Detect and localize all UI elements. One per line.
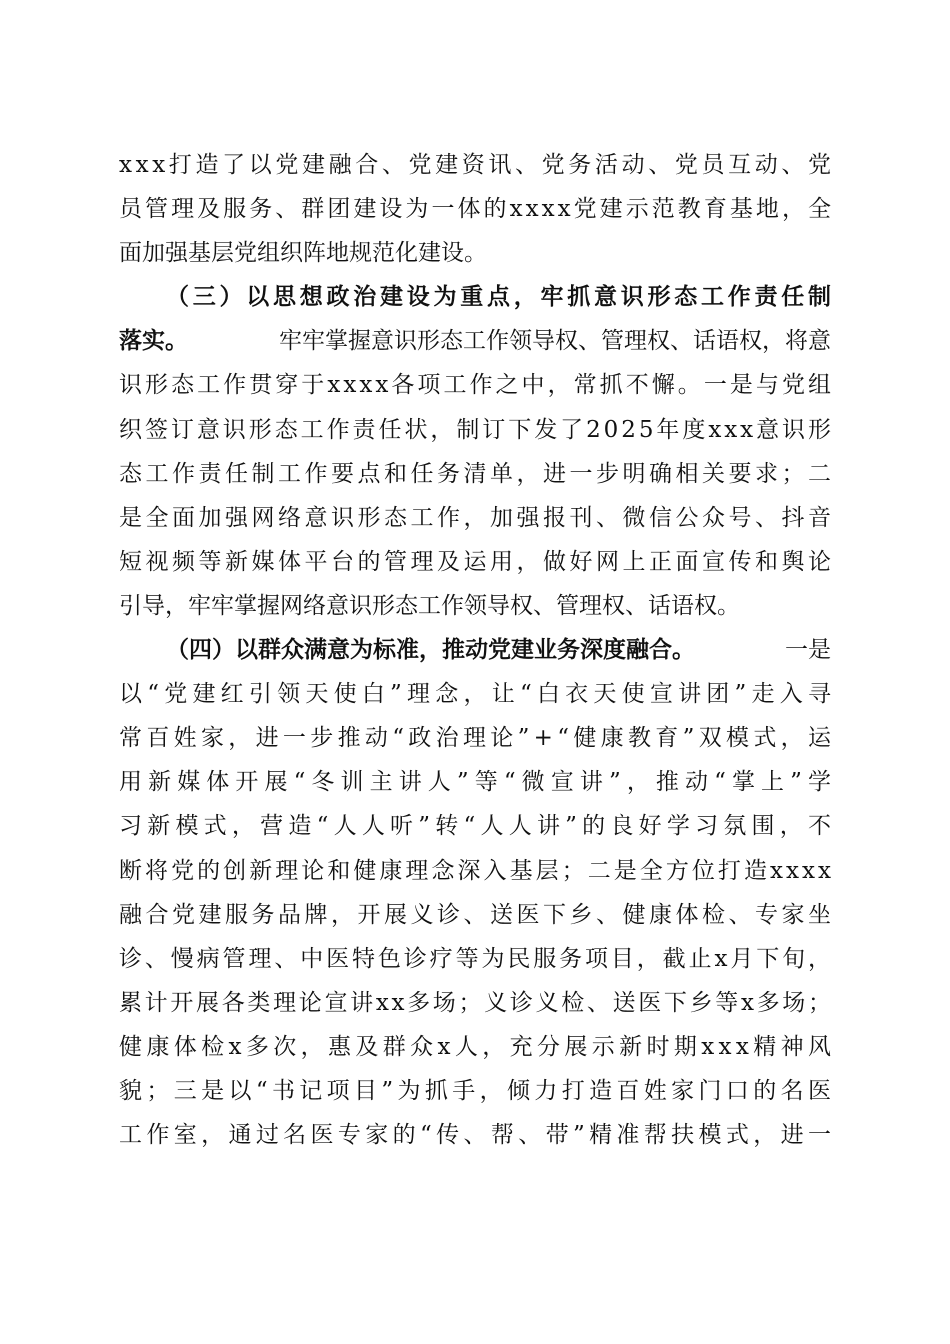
paragraph-line xyxy=(119,231,831,275)
line-text: 以“党建红引领天使白”理念，让“白衣天使宣讲团”走入寻 xyxy=(119,681,837,708)
paragraph-line xyxy=(119,584,831,628)
paragraph-line xyxy=(119,363,835,407)
section-heading-text: （四）以群众满意为标准，推动党建业务深度融合。 xyxy=(166,636,695,664)
line-text: 面加强基层党组织阵地规范化建设。 xyxy=(119,240,487,267)
line-text: 牢牢掌握意识形态工作领导权、管理权、话语权，将意 xyxy=(279,328,831,355)
line-text: 员管理及服务、群团建设为一体的xxxx党建示范教育基地，全 xyxy=(119,196,835,223)
line-text: 貌；三是以“书记项目”为抓手，倾力打造百姓家门口的名医 xyxy=(119,1077,836,1104)
paragraph-line xyxy=(119,496,835,540)
paragraph-line xyxy=(119,937,834,981)
document-body xyxy=(119,143,838,1157)
paragraph-line xyxy=(119,804,837,848)
line-text: 累计开展各类理论宣讲xx多场；义诊义检、送医下乡等x多场； xyxy=(119,989,834,1016)
line-text: 常百姓家，进一步推动“政治理论”+“健康教育”双模式，运 xyxy=(119,725,836,752)
paragraph-line xyxy=(119,760,838,804)
paragraph-line xyxy=(119,1025,836,1069)
line-text: 工作室，通过名医专家的“传、帮、带”精准帮扶模式，进一 xyxy=(119,1122,836,1149)
line-text: 态工作责任制工作要点和任务清单，进一步明确相关要求；二 xyxy=(119,460,835,487)
paragraph-line xyxy=(119,672,837,716)
line-text: 引导，牢牢掌握网络意识形态工作领导权、管理权、话语权。 xyxy=(119,592,740,619)
line-text: xxx打造了以党建融合、党建资讯、党务活动、党员互动、党 xyxy=(119,152,835,178)
line-text: 健康体检x多次，惠及群众x人，充分展示新时期xxx精神风 xyxy=(119,1033,836,1060)
paragraph-line xyxy=(119,849,835,893)
line-text: 识形态工作贯穿于xxxx各项工作之中，常抓不懈。一是与党组 xyxy=(119,372,835,399)
paragraph-line xyxy=(119,981,834,1025)
line-text: 融合党建服务品牌，开展义诊、送医下乡、健康体检、专家坐 xyxy=(119,901,835,928)
section-heading-text: 落实。 xyxy=(119,327,188,355)
line-text: 织签订意识形态工作责任状，制订下发了2025年度xxx意识形 xyxy=(119,416,834,443)
paragraph-line xyxy=(119,1069,836,1113)
section-heading-text: （三）以思想政治建设为重点，牢抓意识形态工作责任制 xyxy=(166,283,835,311)
paragraph-line xyxy=(119,716,836,760)
paragraph-line xyxy=(119,452,835,496)
paragraph-line xyxy=(119,319,831,363)
line-text: 习新模式，营造“人人听”转“人人讲”的良好学习氛围，不 xyxy=(119,813,837,840)
paragraph-line xyxy=(119,1113,836,1157)
line-text: 用新媒体开展“冬训主讲人”等“微宣讲”，推动“掌上”学 xyxy=(119,769,838,796)
line-text: 是全面加强网络意识形态工作，加强报刊、微信公众号、抖音 xyxy=(119,504,835,531)
paragraph-line xyxy=(119,408,834,452)
paragraph-line xyxy=(119,187,835,231)
line-text: 断将党的创新理论和健康理念深入基层；二是全方位打造xxxx xyxy=(119,857,835,884)
section-heading-line xyxy=(119,275,835,319)
paragraph-line xyxy=(119,143,835,187)
line-text: 一是 xyxy=(785,637,831,664)
paragraph-line xyxy=(119,540,835,584)
paragraph-line xyxy=(119,893,835,937)
section-heading-line xyxy=(119,628,831,672)
line-text: 短视频等新媒体平台的管理及运用，做好网上正面宣传和舆论 xyxy=(119,548,835,575)
line-text: 诊、慢病管理、中医特色诊疗等为民服务项目，截止x月下旬， xyxy=(119,945,834,972)
